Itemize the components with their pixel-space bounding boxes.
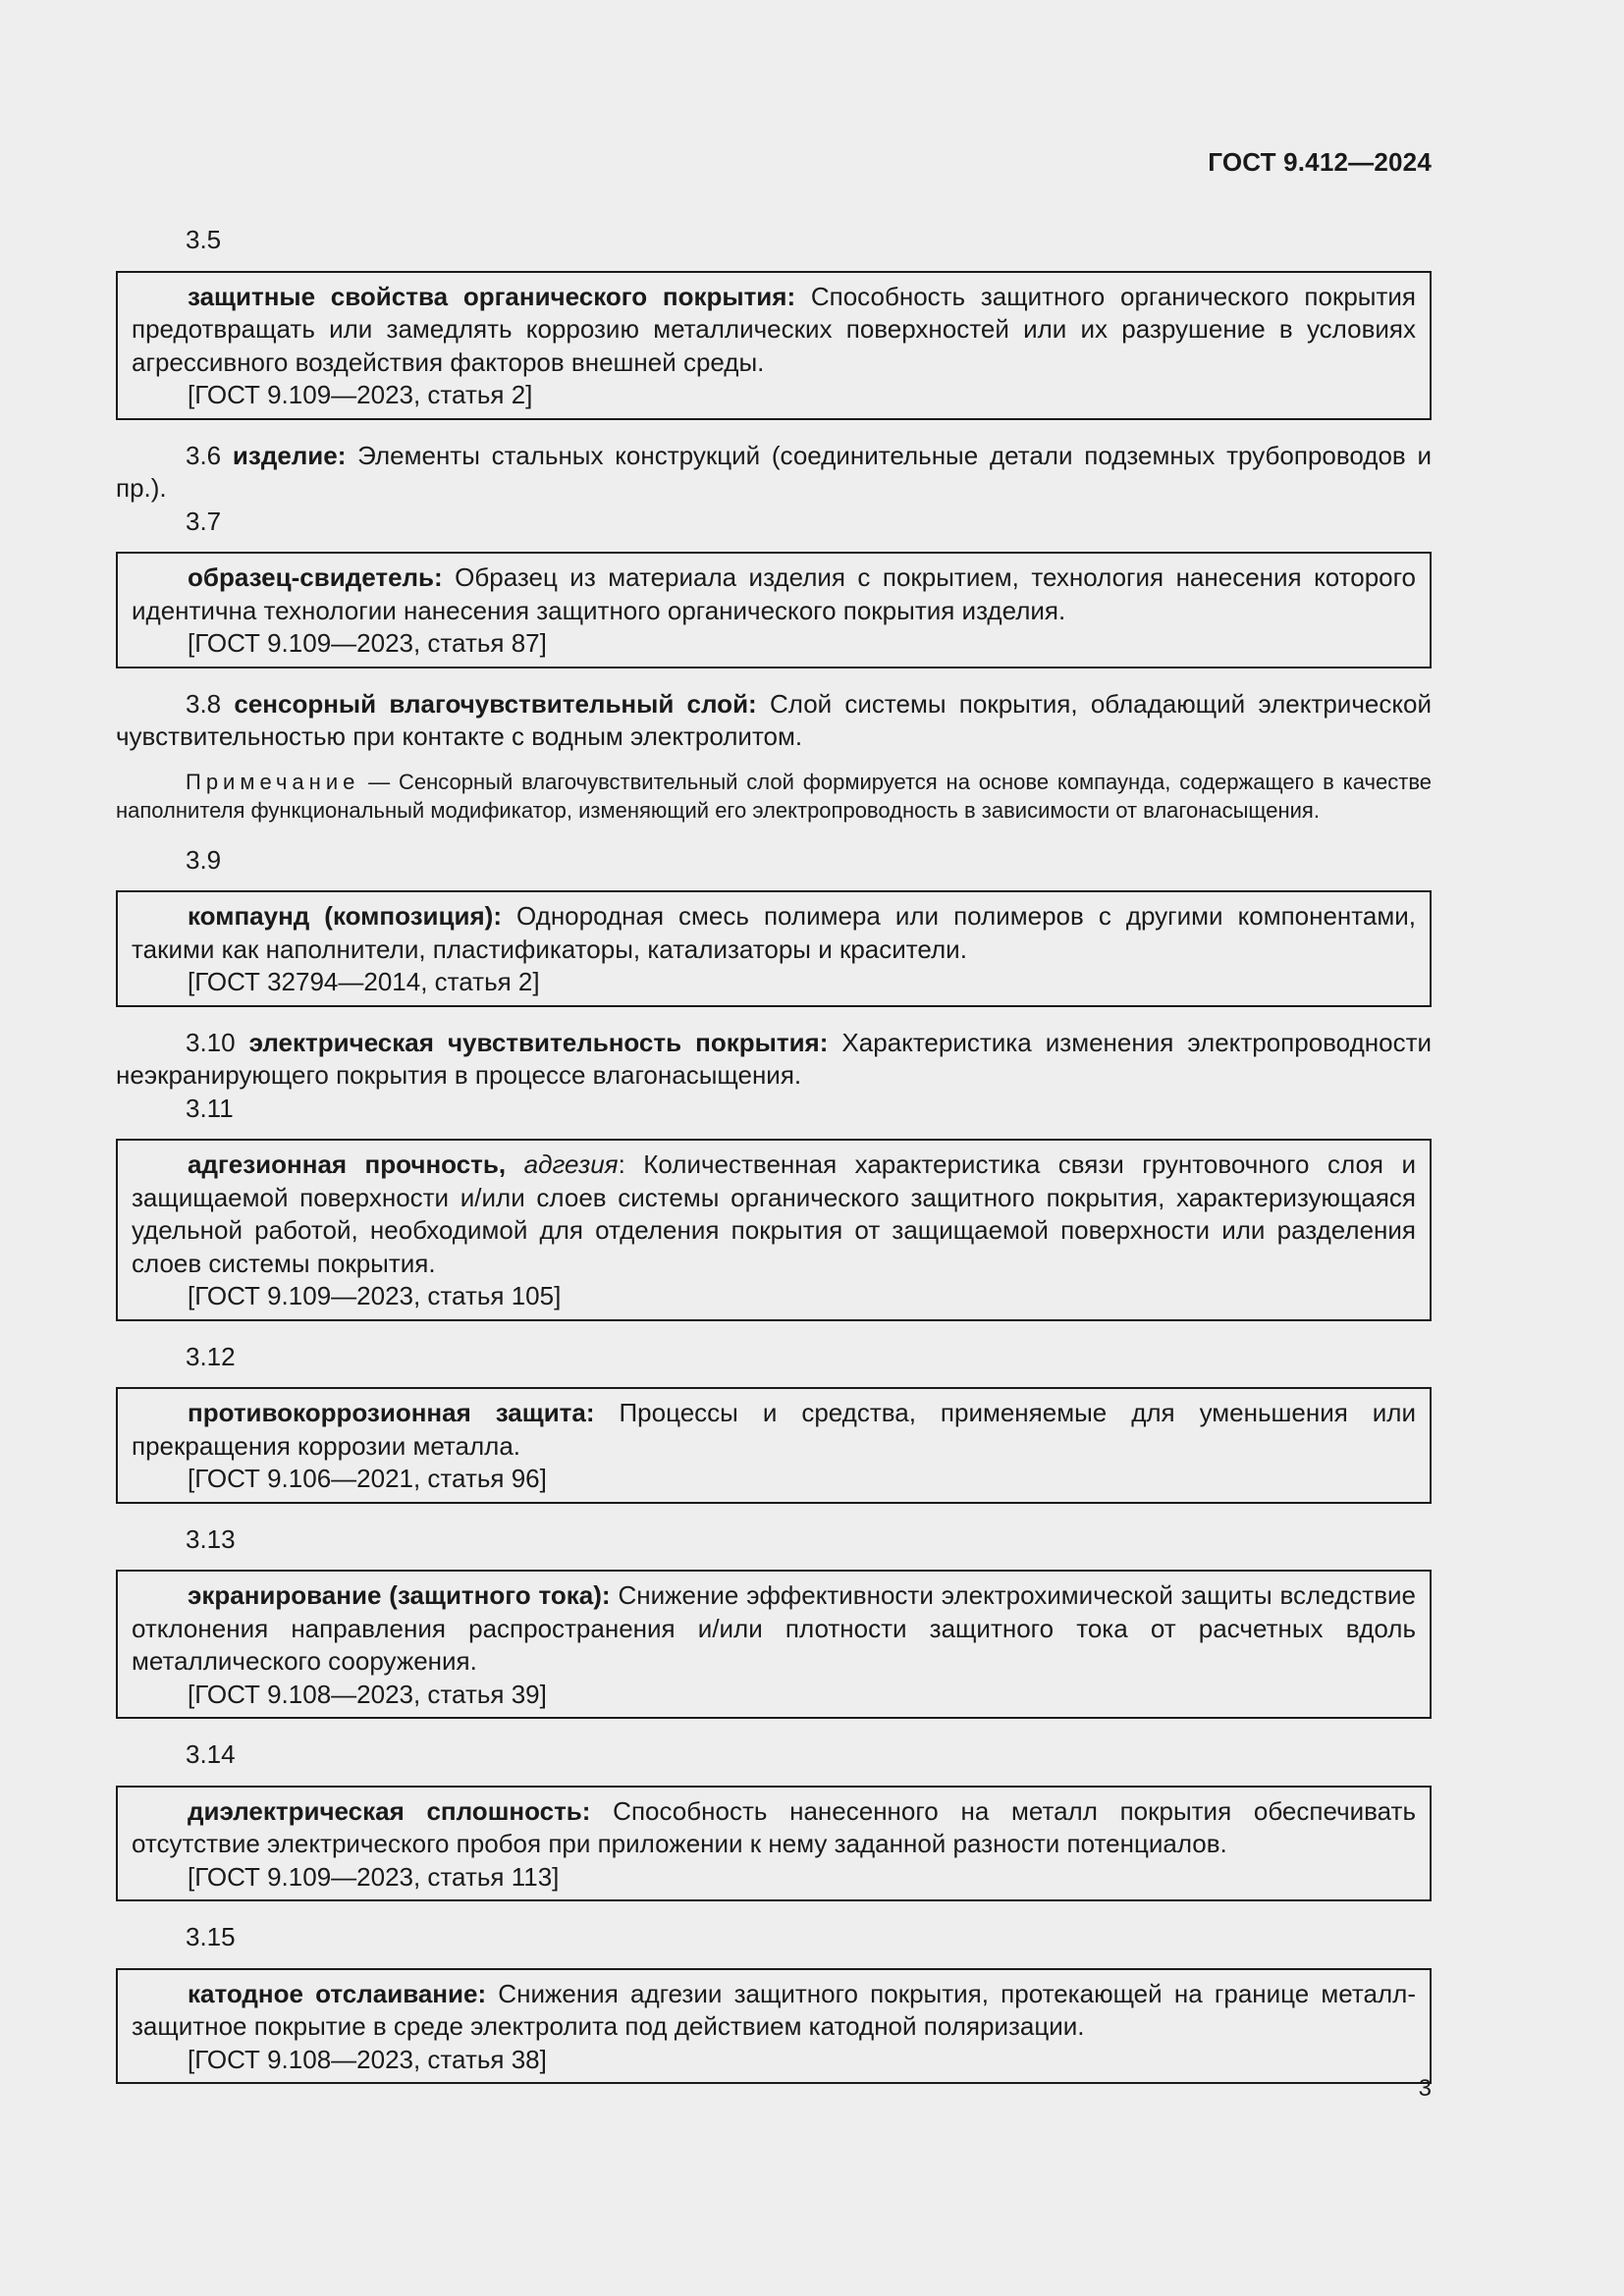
term-box-3-11 [116,1139,1432,1321]
term-number: 3.5 [186,225,222,254]
term-definition [132,281,1416,380]
term-definition [132,1795,1416,1861]
term-text: Способность нанесенного на металл покрытия обеспечивать отсутствие электрического пробоя при приложении к нему заданной разности потенциалов. [132,1795,1416,1858]
term-name: сенсорный влагочувствительный слой: [234,688,757,719]
note-text: — Сенсорный влагочувствительный слой формируется на основе компаунда, содержащего в качестве наполнителя функциональный модификатор, изменяющий его электропроводность в зависимости от влагонасыщения. [116,769,1432,823]
term-box-3-7 [116,552,1432,668]
term-name: противокоррозионная защита: [188,1398,595,1427]
term-number: 3.8 [186,688,235,719]
term-source: [ГОСТ 9.109—2023, статья 105] [188,1281,562,1310]
term-source: [ГОСТ 9.106—2021, статья 96] [188,1464,547,1493]
term-synonym: адгезия [523,1149,619,1179]
terms-content [116,224,1432,2104]
term-para-3-10 [116,1027,1432,1093]
term-box-3-12 [116,1387,1432,1504]
term-text: Образец из материала изделия с покрытием, технология нанесения которого идентична технологии нанесения защитного органического покрытия изделия. [132,562,1416,625]
term-para-3-8 [116,688,1432,754]
term-text: : Количественная характеристика связи грунтовочного слоя и защищаемой поверхности и/или слоев системы органического защитного покрытия, характеризующаяся удельной работой, необходимой для отделения покрытия от защищаемой поверхности или разделения слоев системы покрытия. [132,1149,1416,1278]
term-source: [ГОСТ 9.108—2023, статья 39] [188,1679,547,1709]
term-number: 3.10 [186,1027,249,1057]
term-source: [ГОСТ 9.109—2023, статья 113] [188,1861,560,1892]
term-source: [ГОСТ 32794—2014, статья 2] [188,967,540,996]
term-source: [ГОСТ 9.109—2023, статья 87] [188,628,547,658]
term-name: адгезионная прочность, [188,1149,507,1179]
term-name: компаунд (композиция): [188,901,502,931]
term-definition [132,1397,1416,1463]
term-box-3-15 [116,1968,1432,2085]
term-name: защитные свойства органического покрытия: [188,281,796,311]
term-note [116,768,1432,825]
term-definition [132,1148,1416,1280]
term-number: 3.11 [186,1093,234,1123]
term-text: Однородная смесь полимера или полимеров с другими компонентами, такими как наполнители, пластификаторы, катализаторы и красители. [132,901,1416,964]
term-definition [132,561,1416,627]
document-page [116,0,1432,2296]
term-text: Процессы и средства, применяемые для уменьшения или прекращения коррозии металла. [132,1398,1416,1461]
term-definition [132,900,1416,966]
term-source: [ГОСТ 9.109—2023, статья 2] [188,380,533,409]
term-text: Элементы стальных конструкций (соединительные детали подземных трубопроводов и пр.). [116,440,1432,503]
term-number: 3.6 [186,440,233,470]
term-para-3-6 [116,440,1432,506]
term-name: изделие: [232,440,347,470]
term-number: 3.7 [186,506,222,536]
term-text: Способность защитного органического покрытия предотвращать или замедлять коррозию металлических поверхностей или их разрушение в условиях агрессивного воздействия факторов внешней среды. [132,281,1416,377]
term-number: 3.13 [186,1523,236,1554]
term-number: 3.12 [186,1341,236,1371]
term-box-3-14 [116,1786,1432,1902]
term-definition [132,1978,1416,2044]
page-number: 3 [1418,2075,1432,2102]
term-text: Снижение эффективности электрохимической защиты вследствие отклонения направления распространения и/или плотности защитного тока от расчетных вдоль металлического сооружения. [132,1580,1416,1676]
term-text: Слой системы покрытия, обладающий электрической чувствительностью при контакте с водным электролитом. [116,688,1432,751]
term-definition [132,1579,1416,1679]
term-box-3-9 [116,890,1432,1007]
term-name: диэлектрическая сплошность: [188,1795,591,1826]
term-name: катодное отслаивание: [188,1978,487,2008]
term-text: Снижения адгезии защитного покрытия, протекающей на границе металл-защитное покрытие в среде электролита под действием катодной поляризации. [132,1978,1416,2041]
term-name: экранирование (защитного тока): [188,1580,611,1610]
term-name: электрическая чувствительность покрытия: [248,1027,829,1057]
term-name: образец-свидетель: [188,562,443,592]
term-number: 3.15 [186,1922,236,1951]
term-box-3-5 [116,271,1432,420]
term-number: 3.14 [186,1739,236,1769]
term-source: [ГОСТ 9.108—2023, статья 38] [188,2044,547,2074]
term-number: 3.9 [186,844,222,875]
document-id-header: ГОСТ 9.412—2024 [1208,147,1432,177]
note-label: Примечание [186,769,360,794]
term-text: Характеристика изменения электропроводности неэкранирующего покрытия в процессе влагонасыщения. [116,1027,1432,1090]
term-box-3-13 [116,1570,1432,1719]
